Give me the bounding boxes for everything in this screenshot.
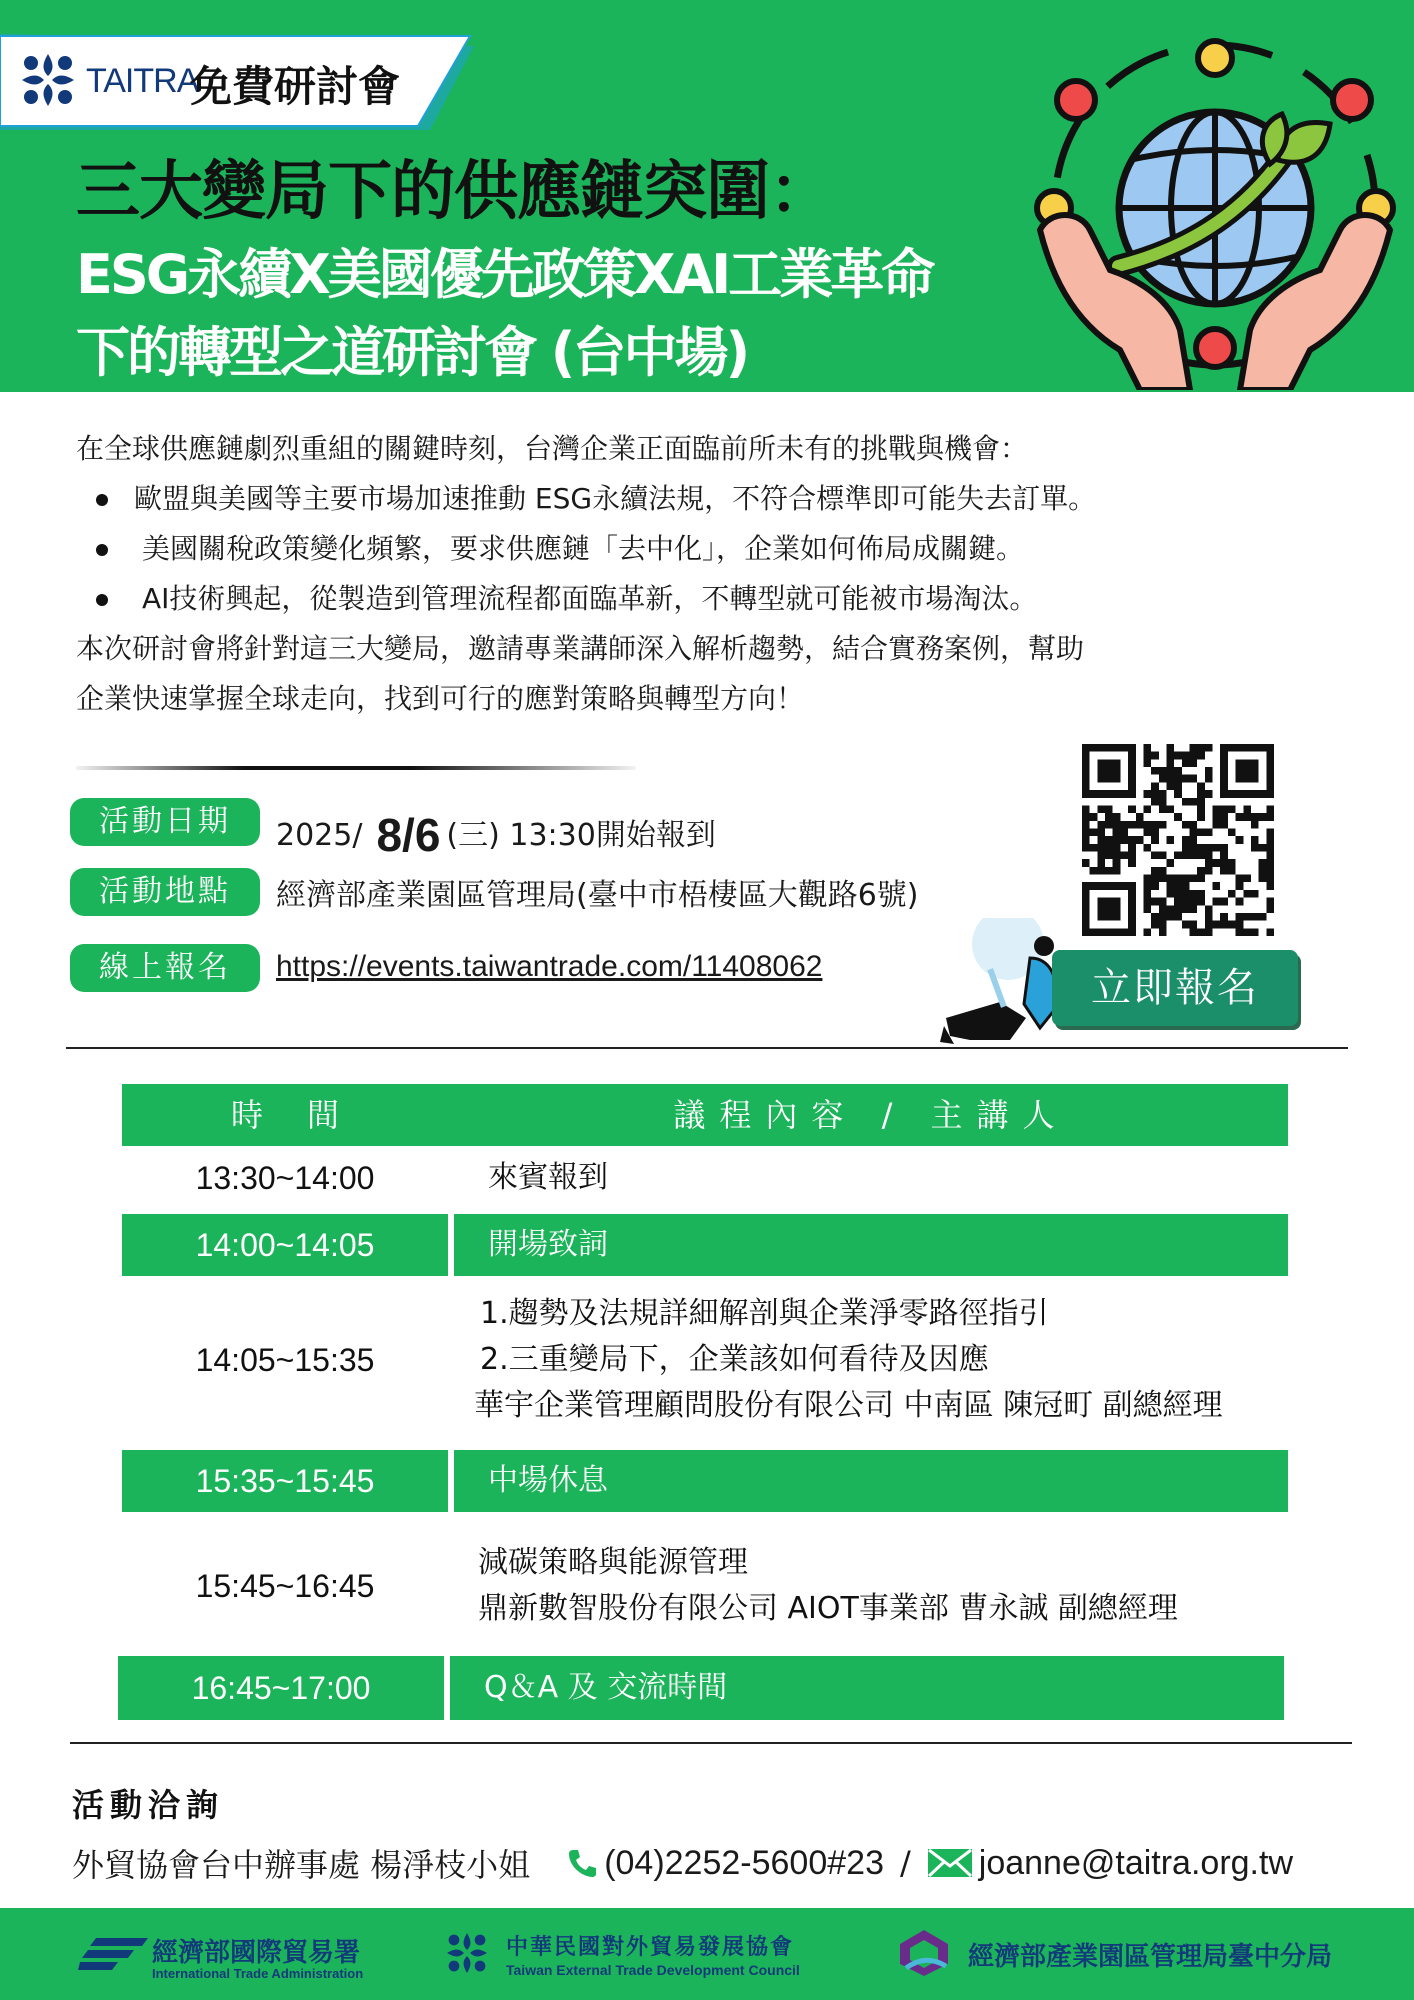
- title-line-2: ESG永續X美國優先政策XAI工業革命: [76, 243, 933, 306]
- agenda-row: [122, 1146, 1288, 1210]
- agenda-item: 2.三重變局下，企業該如何看待及因應: [480, 1342, 989, 1377]
- seminar-badge: [0, 34, 486, 130]
- agenda-time: 13:30~14:00: [195, 1159, 375, 1196]
- challenge-item: AI技術興起，從製造到管理流程都面臨革新，不轉型就可能被市場淘汰。: [76, 574, 1346, 624]
- event-venue: 經濟部產業園區管理局(臺中市梧棲區大觀路6號): [276, 878, 919, 913]
- email-icon: [927, 1847, 973, 1879]
- contact-email[interactable]: joanne@taitra.org.tw: [978, 1843, 1293, 1882]
- org-trade-administration: [78, 1926, 398, 1982]
- contact-person: 外貿協會台中辦事處 楊淨枝小姐: [72, 1846, 531, 1884]
- org-taitra: [444, 1926, 824, 1982]
- agenda-item: 來賓報到: [488, 1160, 608, 1195]
- org-industrial-park-taichung: [896, 1926, 1356, 1982]
- contact-line: [72, 1838, 1293, 1888]
- trade-administration-logo-icon: [78, 1934, 148, 1974]
- taitra-wordmark: TAITRA: [86, 62, 199, 100]
- info-divider: [66, 1047, 1348, 1049]
- title-line-1: 三大變局下的供應鏈突圍：: [76, 155, 832, 229]
- agenda-content: [450, 1656, 1284, 1720]
- date-day: 8/6: [376, 809, 441, 861]
- org1-name: 經濟部國際貿易署: [152, 1938, 361, 1968]
- free-seminar-label: 免費研討會: [190, 62, 401, 111]
- agenda-content: [454, 1450, 1288, 1512]
- qr-finder-pattern: [1082, 744, 1136, 798]
- agenda-item: Q＆A 及 交流時間: [484, 1670, 728, 1705]
- globe-hands-illustration: [1030, 30, 1400, 390]
- header-time: 時間: [230, 1096, 383, 1134]
- agenda-time: 16:45~17:00: [118, 1656, 444, 1720]
- header-banner: [0, 0, 1414, 392]
- agenda-content: [454, 1146, 1288, 1210]
- agenda-item: 中場休息: [488, 1463, 608, 1498]
- agenda-time: 14:05~15:35: [195, 1341, 375, 1378]
- section-divider: [76, 766, 636, 770]
- agenda-content: [454, 1520, 1288, 1652]
- contact-title: 活動洽詢: [72, 1786, 225, 1824]
- agenda-time: 15:45~16:45: [195, 1567, 375, 1604]
- register-now-button[interactable]: 立即報名: [1052, 950, 1298, 1026]
- taitra-footer-logo-icon: [444, 1930, 490, 1976]
- title-line-3: 下的轉型之道研討會 (台中場): [76, 321, 748, 384]
- intro-section: [76, 424, 1346, 724]
- org3-name: 經濟部產業園區管理局臺中分局: [968, 1942, 1333, 1972]
- agenda-item: 開場致詞: [488, 1227, 608, 1262]
- qr-finder-pattern: [1082, 882, 1136, 936]
- agenda-row: [118, 1656, 1284, 1720]
- agenda-header: [122, 1084, 1288, 1146]
- agenda-item: 減碳策略與能源管理: [478, 1545, 748, 1580]
- agenda-row: [122, 1280, 1288, 1440]
- intro-closing-2: 企業快速掌握全球走向，找到可行的應對策略與轉型方向！: [76, 682, 805, 715]
- agenda-divider: [70, 1742, 1352, 1744]
- venue-label-pill: 活動地點: [70, 868, 260, 916]
- agenda-speaker: 華宇企業管理顧問股份有限公司 中南區 陳冠町 副總經理: [474, 1388, 1223, 1423]
- intro-closing-1: 本次研討會將針對這三大變局，邀請專業講師深入解析趨勢，結合實務案例，幫助: [76, 632, 1085, 665]
- industrial-park-logo-icon: [896, 1928, 952, 1978]
- date-year: 2025/: [276, 818, 363, 853]
- org1-english-name: International Trade Administration: [152, 1966, 364, 1981]
- taitra-logo-icon: [18, 50, 78, 110]
- agenda-row: [122, 1520, 1288, 1652]
- challenge-list: [76, 474, 1346, 624]
- phone-icon: [566, 1847, 598, 1879]
- header-content: 議程內容 / 主講人: [673, 1096, 1069, 1134]
- contact-separator: /: [899, 1844, 911, 1882]
- org2-english-name: Taiwan External Trade Development Council: [506, 1962, 800, 1978]
- agenda-row: [122, 1450, 1288, 1512]
- agenda-speaker: 鼎新數智股份有限公司 AIOT事業部 曹永誠 副總經理: [478, 1591, 1178, 1626]
- qr-code[interactable]: [1082, 744, 1274, 936]
- event-date: [276, 802, 716, 861]
- person-laptop-illustration: [940, 918, 1060, 1046]
- contact-phone[interactable]: (04)2252-5600#23: [604, 1843, 884, 1882]
- org2-name: 中華民國對外貿易發展協會: [506, 1935, 795, 1960]
- intro-lead: 在全球供應鏈劇烈重組的關鍵時刻，台灣企業正面臨前所未有的挑戰與機會：: [76, 432, 1029, 465]
- date-detail: (三) 13:30開始報到: [446, 818, 716, 853]
- online-label-pill: 線上報名: [70, 944, 260, 992]
- qr-finder-pattern: [1220, 744, 1274, 798]
- footer-organizers: [0, 1908, 1414, 2000]
- agenda-time: 15:35~15:45: [122, 1450, 448, 1512]
- agenda-row: [122, 1214, 1288, 1276]
- agenda-item: 1.趨勢及法規詳細解剖與企業淨零路徑指引: [480, 1296, 1049, 1331]
- challenge-item: 歐盟與美國等主要市場加速推動 ESG永續法規，不符合標準即可能失去訂單。: [76, 474, 1346, 524]
- agenda-content: [454, 1214, 1288, 1276]
- challenge-item: 美國關稅政策變化頻繁，要求供應鏈「去中化」，企業如何佈局成關鍵。: [76, 524, 1346, 574]
- date-label-pill: 活動日期: [70, 798, 260, 846]
- register-link[interactable]: https://events.taiwantrade.com/11408062: [276, 950, 823, 983]
- agenda-content: [454, 1280, 1288, 1440]
- agenda-time: 14:00~14:05: [122, 1214, 448, 1276]
